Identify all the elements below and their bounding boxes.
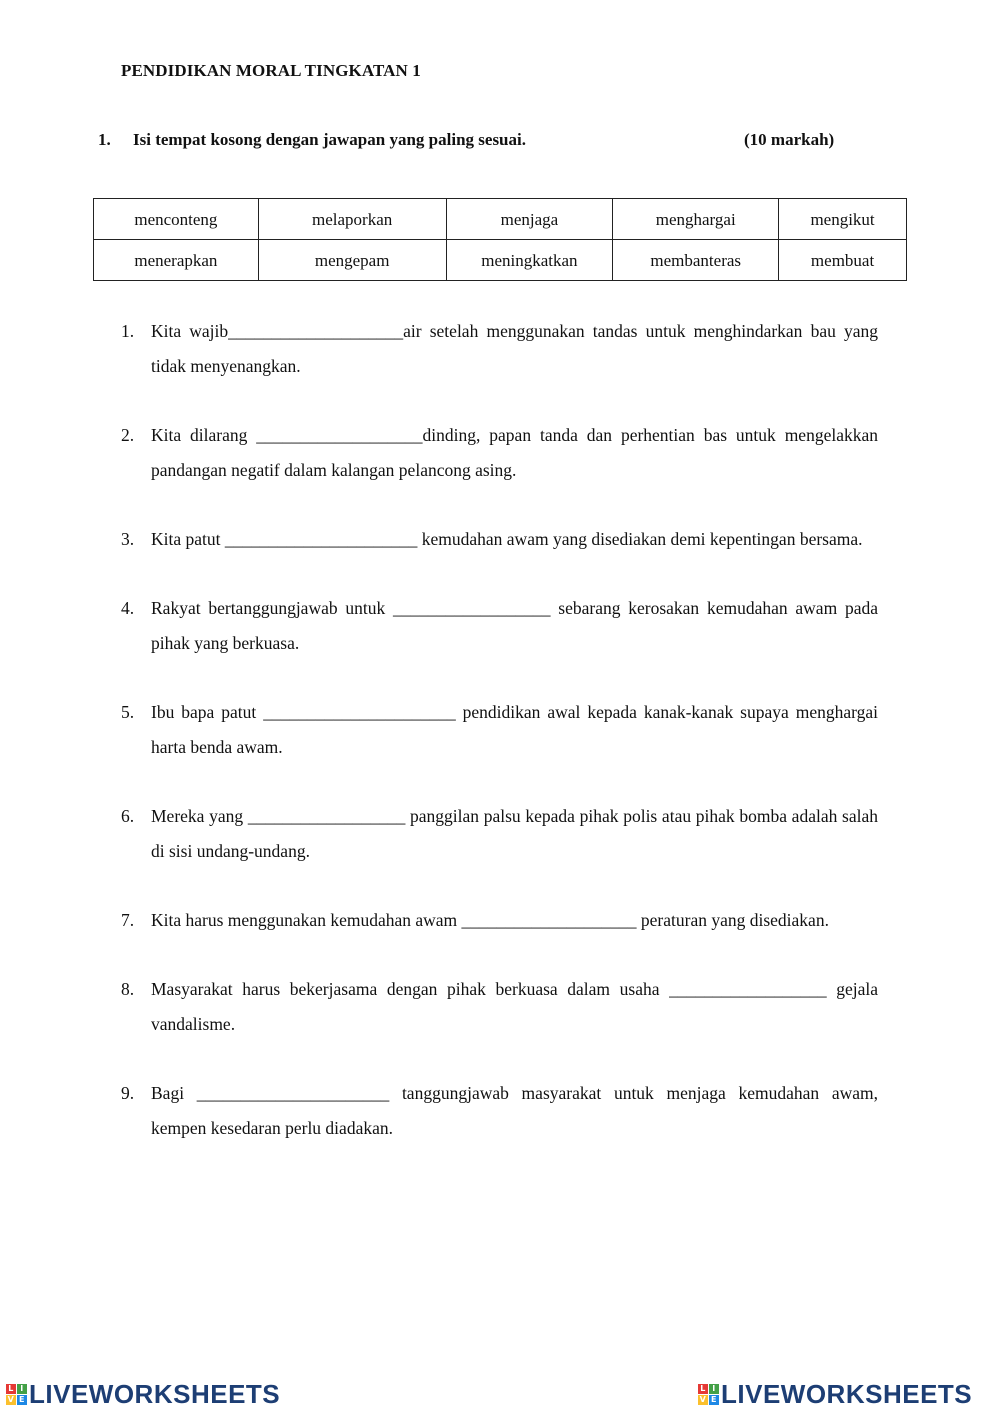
question-number: 9. [121, 1083, 135, 1103]
question-number: 7. [121, 910, 135, 930]
liveworksheets-logo[interactable] [6, 1378, 280, 1410]
word-bank-row [94, 240, 907, 281]
question-item [121, 591, 878, 661]
question-item [121, 314, 878, 384]
liveworksheets-logo-icon [6, 1384, 27, 1405]
word-bank-cell: menjaga [446, 199, 613, 240]
question-text: Kita dilarang ___________________dinding, papan tanda dan perhentian bas untuk mengelakkan pandangan negatif dalam kalangan pelancong asing. [151, 425, 878, 480]
word-bank-cell: meningkatkan [446, 240, 613, 281]
logo-text: LIVEWORKSHEETS [29, 1378, 281, 1409]
question-item [121, 799, 878, 869]
word-bank-cell: membuat [779, 240, 907, 281]
word-bank-cell: menconteng [94, 199, 259, 240]
question-item [121, 972, 878, 1042]
question-number: 5. [121, 702, 135, 722]
logo-mark-letter: E [17, 1395, 27, 1405]
question-text: Mereka yang __________________ panggilan palsu kepada pihak polis atau pihak bomba adalah salah di sisi undang-undang. [151, 806, 878, 861]
word-bank-cell: melaporkan [258, 199, 446, 240]
question-text: Bagi ______________________ tanggungjawab masyarakat untuk menjaga kemudahan awam, kempen kesedaran perlu diadakan. [151, 1083, 878, 1138]
question-text: Rakyat bertanggungjawab untuk __________________ sebarang kerosakan kemudahan awam pada pihak yang berkuasa. [151, 598, 878, 653]
worksheet-title: PENDIDIKAN MORAL TINGKATAN 1 [121, 61, 421, 80]
word-bank-cell: mengikut [779, 199, 907, 240]
logo-text: LIVEWORKSHEETS [721, 1378, 973, 1409]
question-item [121, 522, 878, 557]
question-item [121, 903, 878, 938]
question-text: Kita harus menggunakan kemudahan awam ____________________ peraturan yang disediakan. [151, 910, 829, 930]
section-number: 1. [98, 130, 111, 149]
question-number: 1. [121, 321, 135, 341]
question-number: 2. [121, 425, 135, 445]
word-bank-cell: membanteras [613, 240, 779, 281]
liveworksheets-logo[interactable] [698, 1378, 972, 1410]
logo-mark-letter: V [699, 1394, 707, 1404]
question-number: 6. [121, 806, 135, 826]
question-list [121, 314, 878, 1180]
logo-mark-letter: L [6, 1384, 16, 1394]
logo-mark-letter: I [709, 1384, 719, 1394]
logo-mark-letter: I [17, 1384, 27, 1394]
question-item [121, 1076, 878, 1146]
word-bank-cell: menghargai [613, 199, 779, 240]
question-number: 8. [121, 979, 135, 999]
question-number: 4. [121, 598, 135, 618]
question-item [121, 418, 878, 488]
logo-mark-letter: V [7, 1394, 15, 1404]
question-item [121, 695, 878, 765]
word-bank-cell: menerapkan [94, 240, 259, 281]
question-number: 3. [121, 529, 135, 549]
question-text: Ibu bapa patut ______________________ pendidikan awal kepada kanak-kanak supaya menghargai harta benda awam. [151, 702, 878, 757]
liveworksheets-logo-icon [698, 1384, 719, 1405]
instruction-text: Isi tempat kosong dengan jawapan yang paling sesuai. [133, 130, 526, 149]
marks-label: (10 markah) [744, 130, 835, 149]
word-bank-table [93, 198, 907, 281]
word-bank-row [94, 199, 907, 240]
question-text: Kita patut ______________________ kemudahan awam yang disediakan demi kepentingan bersama. [151, 529, 863, 549]
logo-mark-letter: L [698, 1384, 708, 1394]
word-bank-cell: mengepam [258, 240, 446, 281]
question-text: Masyarakat harus bekerjasama dengan pihak berkuasa dalam usaha __________________ gejala vandalisme. [151, 979, 878, 1034]
question-text: Kita wajib____________________air setelah menggunakan tandas untuk menghindarkan bau yang tidak menyenangkan. [151, 321, 878, 376]
logo-mark-letter: E [709, 1395, 719, 1405]
